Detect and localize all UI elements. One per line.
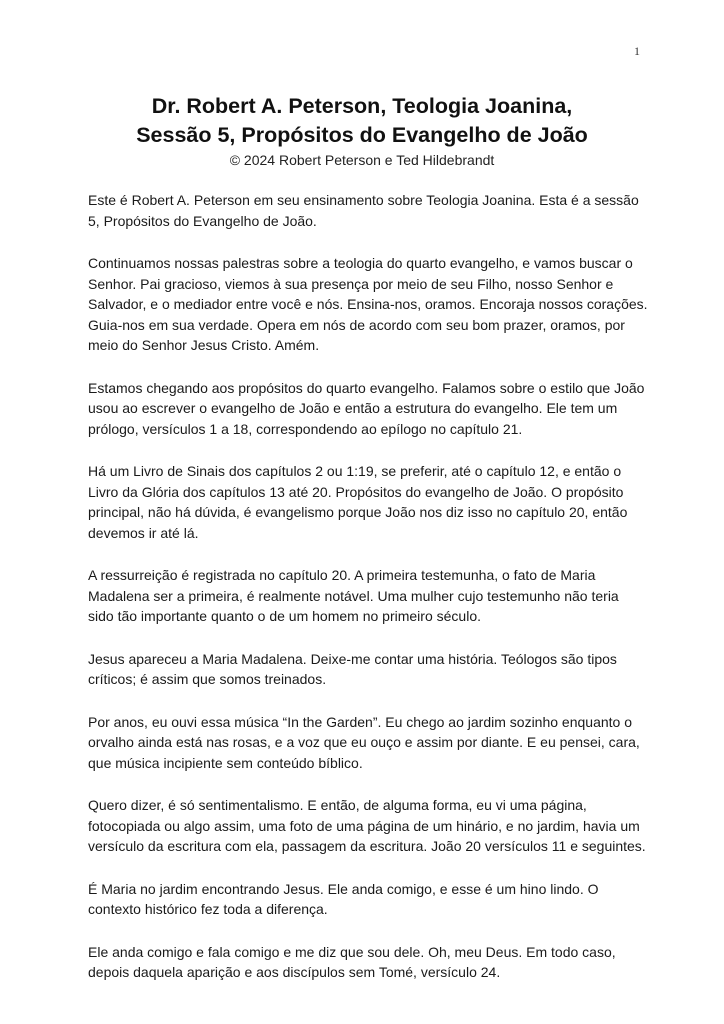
title-line-1: Dr. Robert A. Peterson, Teologia Joanina,	[151, 94, 573, 118]
document-header	[0, 92, 724, 170]
paragraph: Continuamos nossas palestras sobre a teologia do quarto evangelho, e vamos buscar o Senhor. Pai gracioso, viemos à sua presença por meio de seu Filho, nosso Senhor e Salvador, e o mediador entre você e nós. Ensina-nos, oramos. Encoraja nossos corações. Guia-nos em sua verdade. Opera em nós de acordo com seu bom prazer, oramos, por meio do Senhor Jesus Cristo. Amém.	[88, 255, 648, 353]
document-body	[88, 190, 648, 1005]
paragraph: A ressurreição é registrada no capítulo 20. A primeira testemunha, o fato de Maria Madalena ser a primeira, é realmente notável. Uma mulher cujo testemunho não teria sido tão importante quanto o de um homem no primeiro século.	[88, 567, 619, 624]
copyright-notice: © 2024 Robert Peterson e Ted Hildebrandt	[229, 152, 495, 168]
paragraph: Estamos chegando aos propósitos do quarto evangelho. Falamos sobre o estilo que João usou ao escrever o evangelho de João e então a estrutura do evangelho. Ele tem um prólogo, versículos 1 a 18, correspondendo ao epílogo no capítulo 21.	[88, 379, 645, 437]
paragraph: Jesus apareceu a Maria Madalena. Deixe-me contar uma história. Teólogos são tipos críticos; é assim que somos treinados.	[88, 650, 617, 687]
title-line-2: Sessão 5, Propósitos do Evangelho de João	[136, 123, 588, 147]
page-number: 1	[634, 44, 640, 58]
paragraph: É Maria no jardim encontrando Jesus. Ele anda comigo, e esse é um hino lindo. O contexto histórico fez toda a diferença.	[88, 880, 599, 917]
paragraph: Este é Robert A. Peterson em seu ensinamento sobre Teologia Joanina. Esta é a sessão 5, Propósitos do Evangelho de João.	[88, 192, 639, 229]
paragraph: Quero dizer, é só sentimentalismo. E então, de alguma forma, eu vi uma página, fotocopiada ou algo assim, uma foto de uma página de um hinário, e no jardim, havia um versículo da escritura com ela, passagem da escritura. João 20 versículos 11 e seguintes.	[88, 797, 646, 854]
paragraph: Ele anda comigo e fala comigo e me diz que sou dele. Oh, meu Deus. Em todo caso, depois daquela aparição e aos discípulos sem Tomé, versículo 24.	[88, 943, 616, 980]
paragraph: Por anos, eu ouvi essa música “In the Garden”. Eu chego ao jardim sozinho enquanto o orvalho ainda está nas rosas, e a voz que eu ouço e assim por diante. E eu pensei, cara, que música incipiente sem conteúdo bíblico.	[88, 713, 640, 771]
paragraph: Há um Livro de Sinais dos capítulos 2 ou 1:19, se preferir, até o capítulo 12, e então o Livro da Glória dos capítulos 13 até 20. Propósitos do evangelho de João. O propósito principal, não há dúvida, é evangelismo porque João nos diz isso no capítulo 20, então devemos ir até lá.	[88, 463, 628, 541]
